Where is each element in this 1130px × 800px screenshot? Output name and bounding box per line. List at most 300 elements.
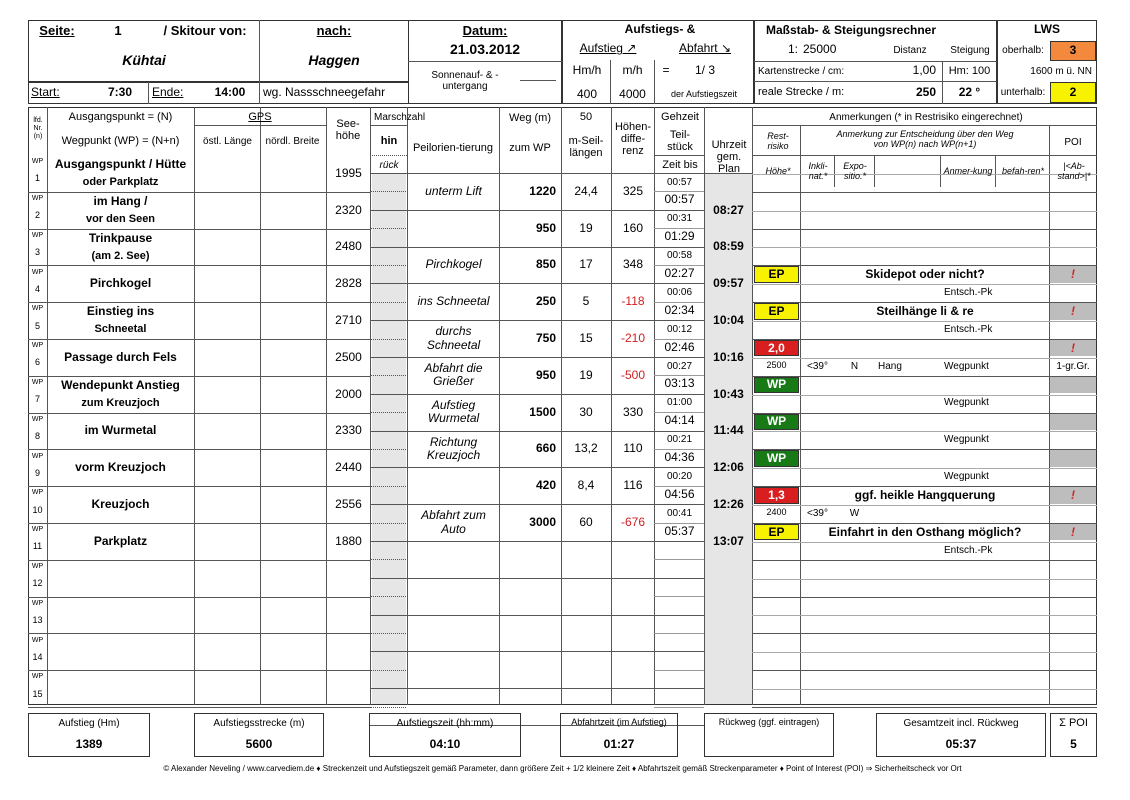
gps-breite[interactable] bbox=[261, 486, 326, 523]
footer-aufstieg-value: 1389 bbox=[75, 737, 103, 752]
remark-befahren[interactable] bbox=[996, 284, 1049, 301]
waypoint-name[interactable]: Einstieg ins bbox=[86, 304, 155, 319]
weg-value[interactable]: 850 bbox=[535, 257, 556, 272]
hm-unit: Hm/h bbox=[572, 63, 602, 78]
seehoehe-value[interactable]: 2828 bbox=[335, 276, 362, 291]
grid-line bbox=[654, 707, 704, 708]
grid-line bbox=[752, 155, 1097, 156]
grid-line bbox=[752, 229, 1097, 230]
peilorientierung-value[interactable]: Aufstieg Wurmetal bbox=[427, 398, 480, 426]
footer-gesamt-label: Gesamtzeit incl. Rückweg bbox=[903, 717, 1019, 729]
grid-line bbox=[370, 265, 406, 266]
uhrzeit-value bbox=[705, 560, 752, 597]
grid-line bbox=[370, 155, 407, 156]
remark-title[interactable] bbox=[801, 340, 1049, 356]
seehoehe-value[interactable] bbox=[327, 633, 370, 670]
gps-laenge[interactable] bbox=[195, 376, 260, 413]
grid-line bbox=[654, 596, 704, 597]
poi-marker[interactable] bbox=[1050, 377, 1096, 393]
gps-breite[interactable] bbox=[261, 633, 326, 670]
remark-abstand[interactable] bbox=[1050, 541, 1096, 558]
poi-marker[interactable]: ! bbox=[1050, 524, 1096, 540]
seehoehe-value[interactable]: 2556 bbox=[335, 496, 362, 511]
footer-rueckweg-label: Rückweg (ggf. eintragen) bbox=[718, 717, 820, 728]
abfahrt-label: Abfahrt ↘ bbox=[678, 41, 732, 56]
risk-badge[interactable]: 2,0 bbox=[754, 340, 799, 356]
seillaengen-value: 60 bbox=[579, 514, 593, 529]
cumulative-time: 04:36 bbox=[664, 450, 695, 465]
grid-line bbox=[752, 125, 1097, 126]
gps-laenge[interactable] bbox=[195, 413, 260, 450]
risk-badge[interactable]: 1,3 bbox=[754, 487, 799, 503]
gps-breite[interactable] bbox=[261, 302, 326, 339]
waypoint-name[interactable]: im Wurmetal bbox=[84, 423, 157, 438]
gps-laenge[interactable] bbox=[195, 229, 260, 266]
risk-hoehe[interactable] bbox=[754, 321, 799, 338]
seillaengen-value: 19 bbox=[579, 220, 593, 235]
remark-befahren[interactable] bbox=[996, 541, 1049, 558]
remark-exposition[interactable] bbox=[835, 468, 874, 485]
gps-breite[interactable] bbox=[261, 155, 326, 192]
weg-value[interactable]: 1220 bbox=[529, 183, 556, 198]
risk-badge[interactable]: WP bbox=[754, 414, 799, 430]
gps-breite[interactable] bbox=[261, 597, 326, 634]
risk-badge[interactable]: EP bbox=[754, 303, 799, 319]
gps-breite[interactable] bbox=[261, 376, 326, 413]
weg-value[interactable]: 660 bbox=[535, 441, 556, 456]
uhrzeit-value bbox=[705, 633, 752, 670]
unterhalb-label: unterhalb: bbox=[1000, 86, 1046, 98]
footer-credit: © Alexander Neveling / www.carvediem.de ♦ Streckenzeit und Aufstiegszeit gemäß Parameter, dann größere Zeit + 1/2 kleinere Zeit ♦ Abfahrtszeit gemäß Streckenparameter ♦ Point of Interest (POI) ⇒ Sicherheitscheck vor Ort bbox=[163, 763, 962, 773]
poi-marker[interactable] bbox=[1050, 450, 1096, 466]
seehoehe-value[interactable] bbox=[327, 597, 370, 634]
peilorientierung-value[interactable] bbox=[409, 467, 498, 504]
m-value[interactable]: 4000 bbox=[619, 86, 646, 101]
col-breite: nördl. Breite bbox=[265, 135, 320, 147]
remark-inklination[interactable] bbox=[801, 321, 834, 338]
weg-value[interactable]: 750 bbox=[535, 330, 556, 345]
kartenstrecke-value[interactable]: 1,00 bbox=[912, 63, 936, 78]
gps-laenge[interactable] bbox=[195, 633, 260, 670]
gps-laenge[interactable] bbox=[195, 192, 260, 229]
grid-line bbox=[370, 191, 406, 192]
wp-tag: WP bbox=[31, 415, 44, 423]
wp-tag: WP bbox=[31, 673, 44, 681]
seillaengen-value: 15 bbox=[579, 330, 593, 345]
grid-line bbox=[370, 449, 406, 450]
remark-befahren[interactable] bbox=[996, 468, 1049, 485]
cumulative-time: 04:56 bbox=[664, 486, 695, 501]
remark-exposition[interactable]: N bbox=[850, 360, 859, 372]
remark-gefahrenstelle[interactable]: Hang bbox=[878, 360, 902, 372]
datum-label: Datum: bbox=[462, 22, 508, 38]
waypoint-name[interactable]: Parkplatz bbox=[93, 533, 148, 548]
hoehendiff-value: 160 bbox=[622, 220, 644, 235]
gps-laenge[interactable] bbox=[195, 560, 260, 597]
steigung-label: Steigung bbox=[950, 44, 990, 56]
seehoehe-value[interactable] bbox=[327, 670, 370, 707]
peilorientierung-value[interactable]: Richtung Kreuzjoch bbox=[426, 434, 481, 462]
remark-befahren[interactable] bbox=[996, 321, 1049, 338]
gps-laenge[interactable] bbox=[195, 486, 260, 523]
wp-tag: WP bbox=[31, 305, 44, 313]
row-number: 9 bbox=[34, 467, 40, 478]
remark-befahren[interactable] bbox=[996, 505, 1049, 522]
remark-gefahrenstelle[interactable] bbox=[875, 321, 940, 338]
remark-anmerkung[interactable]: Wegpunkt bbox=[944, 470, 989, 482]
gps-breite[interactable] bbox=[261, 449, 326, 486]
risk-hoehe[interactable] bbox=[754, 541, 799, 558]
remark-exposition[interactable]: W bbox=[849, 507, 860, 519]
grid-line bbox=[752, 247, 1097, 248]
lws-height[interactable]: 1600 m ü. NN bbox=[1030, 65, 1092, 77]
seehoehe-value[interactable]: 1880 bbox=[335, 533, 362, 548]
gps-laenge[interactable] bbox=[195, 302, 260, 339]
remark-exposition[interactable] bbox=[835, 321, 874, 338]
risk-badge[interactable]: EP bbox=[754, 524, 799, 540]
datum-value[interactable]: 21.03.2012 bbox=[449, 41, 521, 58]
remark-abstand[interactable] bbox=[1050, 505, 1096, 522]
start-value[interactable]: 7:30 bbox=[107, 85, 133, 100]
col-seehoehe: See-höhe bbox=[335, 117, 361, 142]
remark-anmerkung[interactable]: Entsch.-Pk bbox=[944, 286, 993, 298]
gps-breite[interactable] bbox=[261, 265, 326, 302]
uhrzeit-value: 08:59 bbox=[713, 239, 744, 254]
waypoint-name[interactable] bbox=[48, 633, 193, 670]
gps-breite[interactable] bbox=[261, 670, 326, 707]
risk-badge[interactable]: WP bbox=[754, 377, 799, 393]
risk-hoehe[interactable]: 2500 bbox=[766, 360, 787, 371]
risk-hoehe[interactable]: 2400 bbox=[766, 507, 787, 518]
remark-inklination[interactable] bbox=[801, 394, 834, 411]
cumulative-time: 05:37 bbox=[664, 523, 695, 538]
remark-befahren[interactable] bbox=[996, 357, 1049, 374]
uhrzeit-value bbox=[705, 155, 752, 192]
poi-marker[interactable]: ! bbox=[1050, 266, 1096, 282]
weg-value[interactable]: 950 bbox=[535, 220, 556, 235]
teilstueck-time: 00:21 bbox=[666, 434, 693, 446]
remark-inklination[interactable]: <39° bbox=[807, 507, 828, 519]
col-zeit-bis: Zeit bis bbox=[662, 158, 698, 171]
seillaengen-value: 24,4 bbox=[574, 183, 598, 198]
weg-value[interactable]: 250 bbox=[535, 294, 556, 309]
kartenstrecke-label: Kartenstrecke / cm: bbox=[758, 65, 845, 77]
hoehendiff-value: -118 bbox=[621, 294, 645, 309]
col-anmerkung: Anmer-kung bbox=[943, 166, 993, 177]
scale-value[interactable]: 25000 bbox=[803, 42, 837, 57]
peilorientierung-value[interactable]: durchs Schneetal bbox=[426, 324, 481, 352]
risk-hoehe[interactable] bbox=[754, 394, 799, 411]
remark-gefahrenstelle[interactable] bbox=[875, 284, 940, 301]
von-value[interactable]: Kühtai bbox=[122, 52, 166, 69]
wp-tag: WP bbox=[31, 489, 44, 497]
start-label: Start: bbox=[31, 85, 60, 100]
remark-befahren[interactable] bbox=[996, 394, 1049, 411]
ende-note[interactable]: wg. Nassschneegefahr bbox=[263, 85, 386, 100]
col-restrisiko: Rest-risiko bbox=[767, 131, 789, 151]
grid-line bbox=[370, 670, 406, 671]
row-number: 4 bbox=[34, 283, 40, 294]
aufstiegs-title: Aufstiegs- & bbox=[624, 22, 696, 37]
wp-tag: WP bbox=[31, 231, 44, 239]
nach-value[interactable]: Haggen bbox=[308, 52, 360, 69]
remark-inklination[interactable] bbox=[801, 431, 834, 448]
seillaengen-value: 5 bbox=[582, 294, 590, 309]
gps-laenge[interactable] bbox=[195, 670, 260, 707]
risk-hoehe[interactable] bbox=[754, 284, 799, 301]
hoehendiff-value: 325 bbox=[622, 183, 644, 198]
waypoint-name[interactable]: vorm Kreuzjoch bbox=[75, 460, 166, 475]
row-number: 6 bbox=[34, 357, 40, 368]
lws-oberhalb-value[interactable]: 3 bbox=[1050, 41, 1096, 61]
waypoint-name[interactable]: Trinkpause bbox=[88, 230, 153, 245]
remark-anmerkung[interactable]: Wegpunkt bbox=[944, 434, 989, 446]
gps-breite[interactable] bbox=[261, 413, 326, 450]
risk-hoehe[interactable] bbox=[754, 431, 799, 448]
gps-breite[interactable] bbox=[261, 560, 326, 597]
gps-breite[interactable] bbox=[261, 192, 326, 229]
waypoint-name[interactable]: Ausgangspunkt / Hütte bbox=[54, 157, 187, 172]
waypoint-name[interactable]: Kreuzjoch bbox=[91, 496, 150, 511]
grid-line bbox=[752, 597, 1097, 598]
col-entscheidung: Anmerkung zur Entscheidung über den Weg von WP(n) nach WP(n+1) bbox=[836, 129, 1014, 149]
peilorientierung-value[interactable]: ins Schneetal bbox=[417, 294, 490, 309]
gps-breite[interactable] bbox=[261, 229, 326, 266]
grid-line bbox=[370, 412, 406, 413]
footer-rueckweg-value[interactable] bbox=[704, 736, 834, 754]
grid-line bbox=[370, 596, 406, 597]
row-number: 2 bbox=[34, 210, 40, 221]
grid-line bbox=[752, 211, 1097, 212]
peilorientierung-value[interactable]: Abfahrt die Grießer bbox=[424, 361, 483, 389]
remark-gefahrenstelle[interactable] bbox=[875, 431, 940, 448]
wp-tag: WP bbox=[31, 526, 44, 534]
equals-sign: = bbox=[662, 63, 670, 78]
gps-laenge[interactable] bbox=[195, 597, 260, 634]
grid-line bbox=[752, 670, 1097, 671]
gps-laenge[interactable] bbox=[195, 449, 260, 486]
weg-value[interactable]: 950 bbox=[535, 367, 556, 382]
seehoehe-value[interactable]: 2330 bbox=[335, 423, 362, 438]
col-abstand: |<Ab-stand>|* bbox=[1057, 161, 1091, 181]
poi-marker[interactable]: ! bbox=[1050, 340, 1096, 356]
waypoint-name-line2[interactable]: Schneetal bbox=[94, 323, 147, 336]
waypoint-name[interactable]: im Hang / bbox=[93, 193, 148, 208]
remark-gefahrenstelle[interactable] bbox=[875, 468, 940, 485]
peilorientierung-value[interactable] bbox=[409, 210, 498, 247]
teilstueck-time: 00:27 bbox=[666, 360, 693, 372]
remark-gefahrenstelle[interactable] bbox=[875, 394, 940, 411]
gps-laenge[interactable] bbox=[195, 523, 260, 560]
waypoint-name[interactable]: Pirchkogel bbox=[89, 276, 152, 291]
wp-tag: WP bbox=[31, 194, 44, 202]
col-hoehendiff: Höhen-diffe-renz bbox=[614, 120, 652, 158]
cumulative-time: 04:14 bbox=[664, 413, 695, 428]
col-exposition: Expo-sitio.* bbox=[843, 161, 867, 181]
col-seillaengen: m-Seil-längen bbox=[568, 134, 604, 159]
peilorientierung-value[interactable]: unterm Lift bbox=[425, 183, 482, 198]
remark-title[interactable]: Steilhänge li & re bbox=[876, 303, 974, 318]
gps-laenge[interactable] bbox=[195, 265, 260, 302]
cumulative-time: 03:13 bbox=[664, 376, 695, 391]
reale-strecke-value: 250 bbox=[915, 84, 936, 99]
footer-strecke-value: 5600 bbox=[245, 737, 273, 752]
wp-tag: WP bbox=[31, 268, 44, 276]
seehoehe-value[interactable]: 2500 bbox=[335, 349, 362, 364]
m-unit: m/h bbox=[622, 63, 643, 78]
remark-abstand[interactable] bbox=[1050, 394, 1096, 411]
seillaengen-value: 8,4 bbox=[577, 478, 595, 493]
risk-hoehe[interactable] bbox=[754, 468, 799, 485]
waypoint-name[interactable]: Passage durch Fels bbox=[64, 349, 177, 364]
col-laenge: östl. Länge bbox=[203, 135, 252, 147]
remark-title[interactable]: ggf. heikle Hangquerung bbox=[854, 487, 996, 502]
cumulative-time: 00:57 bbox=[664, 192, 695, 207]
remark-title[interactable] bbox=[801, 377, 1049, 393]
risk-badge[interactable]: EP bbox=[754, 266, 799, 282]
uhrzeit-value: 10:16 bbox=[713, 349, 744, 364]
remark-anmerkung[interactable]: Wegpunkt bbox=[944, 360, 989, 372]
gps-breite[interactable] bbox=[261, 339, 326, 376]
seite-value[interactable]: 1 bbox=[114, 22, 122, 38]
hm-value[interactable]: 400 bbox=[576, 86, 598, 101]
remark-anmerkung[interactable]: Wegpunkt bbox=[944, 397, 989, 409]
remark-title[interactable]: Einfahrt in den Osthang möglich? bbox=[828, 524, 1022, 539]
seillaengen-value: 19 bbox=[579, 367, 593, 382]
remark-gefahrenstelle[interactable] bbox=[875, 541, 940, 558]
poi-marker[interactable] bbox=[1050, 414, 1096, 430]
remark-anmerkung[interactable]: Entsch.-Pk bbox=[944, 323, 993, 335]
ende-label: Ende: bbox=[152, 85, 184, 100]
remark-inklination[interactable]: <39° bbox=[807, 360, 828, 372]
seehoehe-value[interactable]: 2480 bbox=[335, 239, 362, 254]
col-gps: GPS bbox=[248, 110, 272, 123]
remark-anmerkung[interactable]: Entsch.-Pk bbox=[944, 544, 993, 556]
remark-gefahrenstelle[interactable] bbox=[875, 505, 940, 522]
poi-marker[interactable]: ! bbox=[1050, 487, 1096, 503]
row-number: 10 bbox=[32, 504, 43, 515]
gps-laenge[interactable] bbox=[195, 339, 260, 376]
grid-line bbox=[370, 228, 406, 229]
grid-line bbox=[752, 633, 1097, 634]
seehoehe-value[interactable]: 2000 bbox=[335, 386, 362, 401]
row-number: 13 bbox=[32, 615, 43, 626]
waypoint-name[interactable] bbox=[48, 670, 193, 707]
footer-zeit-value: 04:10 bbox=[429, 737, 461, 752]
remark-anmerkung[interactable] bbox=[941, 505, 995, 522]
peilorientierung-value[interactable]: Abfahrt zum Auto bbox=[421, 508, 486, 536]
row-number: 7 bbox=[34, 394, 40, 405]
remark-exposition[interactable] bbox=[835, 284, 874, 301]
grid-line bbox=[370, 125, 407, 126]
remark-title[interactable] bbox=[801, 414, 1049, 430]
col-wegpunkt: Wegpunkt (WP) = (N+n) bbox=[61, 135, 180, 148]
grid-line bbox=[752, 615, 1097, 616]
col-nr: lfd. Nr. (n) bbox=[33, 117, 43, 140]
col-uhrzeit: Uhrzeit gem. Plan bbox=[711, 138, 747, 176]
waypoint-name[interactable] bbox=[48, 560, 193, 597]
distanz-label: Distanz bbox=[893, 44, 927, 56]
teilstueck-time: 00:12 bbox=[666, 323, 693, 335]
waypoint-name-line2[interactable]: oder Parkplatz bbox=[82, 176, 159, 189]
remark-abstand[interactable] bbox=[1050, 431, 1096, 448]
uhrzeit-value: 09:57 bbox=[713, 276, 744, 291]
waypoint-name-line2[interactable]: vor den Seen bbox=[85, 212, 156, 225]
remark-abstand[interactable] bbox=[1050, 284, 1096, 301]
teilstueck-time: 00:31 bbox=[666, 213, 693, 225]
remark-abstand[interactable] bbox=[1050, 468, 1096, 485]
seehoehe-value[interactable]: 1995 bbox=[335, 165, 362, 180]
seehoehe-value[interactable]: 2320 bbox=[335, 202, 362, 217]
remark-title[interactable]: Skidepot oder nicht? bbox=[865, 266, 985, 281]
remark-abstand[interactable]: 1-gr.Gr. bbox=[1056, 360, 1090, 372]
remark-inklination[interactable] bbox=[801, 468, 834, 485]
row-number: 15 bbox=[32, 688, 43, 699]
remark-inklination[interactable] bbox=[801, 541, 834, 558]
row-number: 12 bbox=[32, 578, 43, 589]
remark-inklination[interactable] bbox=[801, 284, 834, 301]
remark-exposition[interactable] bbox=[835, 431, 874, 448]
risk-badge[interactable]: WP bbox=[754, 450, 799, 466]
footer-zeit-label: Aufstiegszeit (hh:mm) bbox=[396, 717, 494, 729]
grid-line bbox=[370, 523, 406, 524]
steigung-value: 22 ° bbox=[958, 84, 981, 99]
remark-title[interactable] bbox=[801, 450, 1049, 466]
seehoehe-value[interactable] bbox=[327, 560, 370, 597]
nach-label: nach: bbox=[316, 22, 352, 38]
seehoehe-value[interactable]: 2710 bbox=[335, 312, 362, 327]
grid-line bbox=[654, 633, 704, 634]
skitour-label: / Skitour von: bbox=[163, 22, 247, 38]
gps-breite[interactable] bbox=[261, 523, 326, 560]
seehoehe-value[interactable]: 2440 bbox=[335, 460, 362, 475]
waypoint-name[interactable]: Wendepunkt Anstieg bbox=[61, 377, 180, 392]
peilorientierung-value[interactable]: Pirchkogel bbox=[425, 257, 482, 272]
uhrzeit-value: 08:27 bbox=[713, 202, 744, 217]
remark-befahren[interactable] bbox=[996, 431, 1049, 448]
lws-unterhalb-value[interactable]: 2 bbox=[1050, 82, 1096, 103]
footer-poi-value: 5 bbox=[1070, 737, 1077, 752]
col-marschzahl: Marschzahl bbox=[374, 111, 426, 123]
weg-value[interactable]: 420 bbox=[535, 478, 556, 493]
poi-marker[interactable]: ! bbox=[1050, 303, 1096, 319]
col-inklinat: Inkli-nat.* bbox=[808, 161, 828, 181]
col-hoehe: Höhe* bbox=[765, 166, 791, 177]
teilstueck-time: 00:06 bbox=[666, 287, 693, 299]
footer-poi-label: Σ POI bbox=[1059, 716, 1088, 729]
hoehendiff-value: -676 bbox=[620, 514, 646, 529]
cumulative-time: 02:27 bbox=[664, 266, 695, 281]
ende-value[interactable]: 14:00 bbox=[214, 85, 246, 100]
footer-gesamt-value: 05:37 bbox=[945, 737, 977, 752]
grid-line bbox=[370, 541, 704, 542]
remark-abstand[interactable] bbox=[1050, 321, 1096, 338]
waypoint-name-line2[interactable]: zum Kreuzjoch bbox=[81, 396, 160, 409]
remark-exposition[interactable] bbox=[835, 541, 874, 558]
waypoint-name[interactable] bbox=[48, 597, 193, 634]
weg-value[interactable]: 3000 bbox=[529, 514, 556, 529]
abfahrt-ratio[interactable]: 1/ 3 bbox=[694, 63, 715, 78]
row-number: 1 bbox=[34, 173, 40, 184]
waypoint-name-line2[interactable]: (am 2. See) bbox=[91, 249, 150, 262]
col-gehzeit: Gehzeit bbox=[661, 110, 699, 123]
grid-line bbox=[370, 486, 406, 487]
grid-line bbox=[752, 652, 1097, 653]
gps-laenge[interactable] bbox=[195, 155, 260, 192]
remark-exposition[interactable] bbox=[835, 394, 874, 411]
weg-value[interactable]: 1500 bbox=[529, 404, 556, 419]
grid-line bbox=[654, 559, 704, 560]
